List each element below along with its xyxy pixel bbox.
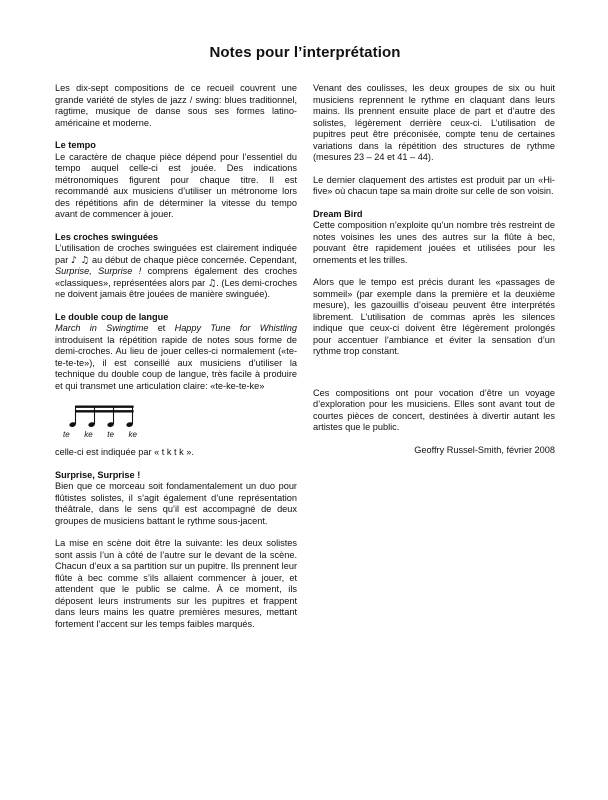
tktk-paragraph: celle-ci est indiquée par « t k t k ». [55, 447, 194, 457]
double-tonguing-paragraph [55, 323, 297, 392]
tempo-heading: Le tempo [55, 140, 96, 150]
right-column [313, 83, 555, 641]
double-text-2: introduisent la répétition rapide de notes sous forme de demi-croches. Au lieu de jouer celles-ci normalement («te-te-te-te»), il est conseillé aux musiciens d’utiliser la technique du double coup de langue, très facile à produire et qui transmet une articulation claire: «te-ke-te-ke» [55, 334, 297, 391]
beamed-notes-icon [59, 403, 147, 429]
syllable-row [63, 430, 137, 439]
syllable: ke [84, 430, 93, 439]
swing-text-1: L’utilisation de croches swinguées est clairement indiquée par [55, 243, 297, 265]
surprise-paragraph-1: Bien que ce morceau soit fondamentalement un duo pour flûtistes solistes, il s’agit également d’une représentation théâtrale, dans le sens qu’il est accompagné de deux groupes de musiciens battant le rythme sous-jacent. [55, 481, 297, 526]
swing-text-3: comprens également des croches «classiques», représentées alors par [55, 266, 297, 288]
syllable: te [107, 430, 114, 439]
closing-paragraph: Ces compositions ont pour vocation d’être un voyage d’exploration pour les musiciens. Elles sont avant tout de courtes pièces de concert, destinées à divertir autant les artistes que le public. [313, 387, 555, 432]
intro-paragraph: Les dix-sept compositions de ce recueil couvrent une grande variété de styles de jazz / swing: blues traditionnel, ragtime, musique de danse sous ses formes latino-américaine et moderne. [55, 83, 297, 128]
swing-text-2: au début de chaque pièce concernée. Cependant, [89, 254, 297, 265]
syllable: te [63, 430, 70, 439]
piece-title-surprise: Surprise, Surprise ! [55, 266, 142, 276]
dream-bird-heading: Dream Bird [313, 208, 363, 219]
dream-bird-paragraph-2: Alors que le tempo est précis durant les «passages de sommeil» (par exemple dans la première et la deuxième mesure), les gazouillis d’oiseau peuvent être interprétés librement. L’utilisation de commas après les silences indique que ceux-ci doivent être légèrement prolongés pour accentuer l’ambiance et éviter la sensation d’un rythme trop constant. [313, 277, 555, 356]
hi-five-paragraph: Le dernier claquement des artistes est produit par un «Hi-five» où chacun tape sa main droite sur celle de son voisin. [313, 174, 555, 196]
left-column [55, 83, 297, 641]
swing-paragraph [55, 243, 297, 301]
surprise-paragraph-2: La mise en scène doit être la suivante: les deux solistes sont assis l’un à côté de l’autre sur le devant de la scène. Chacun d’eux a sa partition sur un pupitre. Ils prennent leur flûte à bec comme s’ils allaient commencer à jouer, et attendent que le public se calme. À ce moment, ils déposent leurs instruments sur les pupitres et frappent dans leurs mains les quatre premières mesures, mettant fortement l’accent sur les temps faibles marqués. [55, 538, 297, 629]
page-title: Notes pour l’interprétation [209, 44, 401, 61]
swing-notes-icon: ♪ ♫ [71, 254, 90, 266]
straight-notes-icon: ♫ [207, 277, 217, 289]
double-text-1: et [148, 323, 175, 333]
signature: Geoffry Russel-Smith, février 2008 [414, 444, 555, 455]
piece-title-march: March in Swingtime [55, 323, 149, 333]
double-tonguing-heading: Le double coup de langue [55, 311, 169, 322]
surprise-heading: Surprise, Surprise ! [55, 469, 141, 480]
double-tonguing-notation-figure [59, 403, 297, 439]
two-column-layout [55, 83, 555, 641]
piece-title-happy-tune: Happy Tune for Whistling [174, 323, 297, 333]
syllable: ke [128, 430, 137, 439]
coulisses-paragraph: Venant des coulisses, les deux groupes de six ou huit musiciens reprennent le rythme en claquant dans leurs mains. Ils prennent ensuite place de part et d’autre des solistes, légèrement derrière ceux-ci. L’utilisation de pupitres peut être préconisée, compte tenu de certaines variations dans la répétition des structures de rythme (mesures 23 – 24 et 41 – 44). [313, 83, 555, 162]
swing-heading: Les croches swinguées [55, 231, 159, 242]
dream-bird-paragraph-1: Cette composition n’exploite qu’un nombre très restreint de notes voisines les unes des autres sur la flûte à bec, pouvant être rapidement jouées et utilisées pour les ornements et les trilles. [313, 220, 555, 265]
swing-text-4: . (Les demi-croches ne doivent jamais être jouées de manière swinguée). [55, 277, 297, 299]
tempo-paragraph: Le caractère de chaque pièce dépend pour l’essentiel du tempo auquel celle-ci est jouée. Des indications métronomiques figurent pour chaque titre. Il est recommandé aux musiciens d’utiliser un métronome lors des répétitions afin de déterminer la vitesse du tempo avant de commencer à jouer. [55, 151, 297, 219]
